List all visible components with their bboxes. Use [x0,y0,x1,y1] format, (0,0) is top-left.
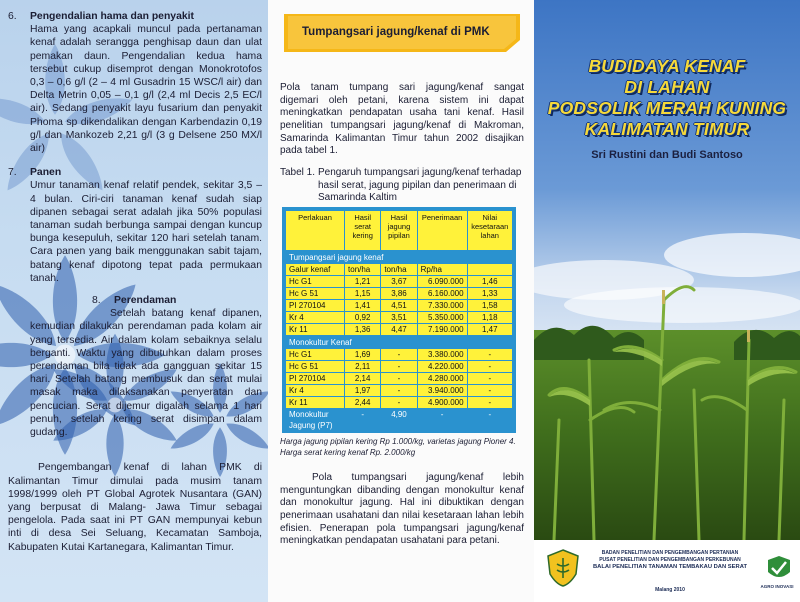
table-header: Nilai kesetaraan lahan [467,211,512,251]
table-row [286,361,513,373]
table-cell: - [381,373,417,385]
table-row [286,276,513,288]
table-cell: 1,15 [345,288,381,300]
table-cell: 7.330.000 [417,300,467,312]
section-body: Setelah batang kenaf dipanen, kemudian dilakukan perendaman pada kolam air yang tersedia. Air dalam kolam sebaiknya selalu berganti. Waktu yang dibutuhkan dalam proses perendaman bila tidak ada gangguan sekitar 15 hari. Setelah batang membusuk dan serat mulai masak maka dilaksanakan penyeratan dan pencucian. Serat dijemur digalah selama 1 hari penuh, setelah kering serat disimpan dalam gudang. [30,308,262,439]
table-header: Perlakuan [286,211,345,251]
table-cell: Kr 4 [286,385,345,397]
table-caption-text: Pengaruh tumpangsari jagung/kenaf terhadap hasil serat, jagung pipilan dan penerimaan di Samarinda Kaltim [318,167,522,204]
section-6 [8,10,262,155]
table-cell: 4.280.000 [417,373,467,385]
table-row [286,385,513,397]
table-cell: 1,46 [467,276,512,288]
table-cell: - [467,385,512,397]
table-cell: 1,33 [467,288,512,300]
institution-block [586,550,754,571]
table-header-row [286,211,513,251]
table-cell: 3,67 [381,276,417,288]
group-label: Monokultur Kenaf [286,336,513,349]
table-cell: 1,69 [345,349,381,361]
table-cell: 1,47 [467,324,512,336]
cover-footer [534,540,800,602]
table-cell: PI 270104 [286,373,345,385]
table-row [286,288,513,300]
table-cell: PI 270104 [286,300,345,312]
agro-inovasi-label: AGRO INOVASI [760,584,794,589]
section-body: Umur tanaman kenaf relatif pendek, sekitar 3,5 – 4 bulan. Ciri-ciri tanaman kenaf sudah siap dipanen sebagai serat adalah jika 50% populasi tanaman sudah berbunga sampai dengan kuncup bunga kesepuluh, sekitar 120 hari setelah tanam. Cara panen yang baik menggunakan sabit tajam, batang kenaf dipotong tepat pada permukaan tanah. [30,180,262,284]
left-panel [0,0,268,602]
table-cell: Galur kenaf [286,264,345,276]
left-panel-text [8,10,262,554]
table-row [286,300,513,312]
table-cell: Kr 4 [286,312,345,324]
table-cell: Hc G1 [286,276,345,288]
table-cell: - [381,385,417,397]
table-note: Harga serat kering kenaf Rp. 2.000/kg [280,447,416,457]
table-cell: Kr 11 [286,324,345,336]
table-cell: 4,51 [381,300,417,312]
table-cell: - [417,409,467,433]
cover-panel [534,0,800,602]
table-cell: 1,41 [345,300,381,312]
table-row [286,324,513,336]
table-cell: - [345,409,381,433]
intro-paragraph: Pola tanam tumpang sari jagung/kenaf sangat digemari oleh petani, karena sistem ini dapat meningkatkan pendapatan usaha tani kenaf. Hasil penelitian tumpangsari jagung/kenaf di Makroman, Samarinda Kalimantan Timur tahun 2002 disajikan pada tabel 1. [280,82,524,157]
table-cell: - [467,409,512,433]
table-cell: 4,90 [381,409,417,433]
table-cell: Rp/ha [417,264,467,276]
section-number: 7. [8,167,17,179]
institution-line: BALAI PENELITIAN TANAMAN TEMBAKAU DAN SERAT [592,564,748,570]
table-units-row [286,264,513,276]
table-cell: 4,47 [381,324,417,336]
title-line: BUDIDAYA KENAF [588,56,746,76]
table-caption [280,167,526,205]
table-cell: - [467,349,512,361]
table-cell: 2,14 [345,373,381,385]
table-group-row [286,336,513,349]
table-row [286,409,513,433]
table-cell: 3,51 [381,312,417,324]
monoculture-rows [286,349,513,409]
table-cell: - [381,361,417,373]
section-7 [8,166,262,285]
closing-paragraph: Pengembangan kenaf di lahan PMK di Kalimantan Timur dimulai pada musim tanam 1998/1999 oleh PT Global Agrotek Nusantara (GAN) yang berpusat di Malang- Jawa Timur sebagai pengelola. Pada saat ini PT GAN mempunyai kebun inti di desa Sei Seluang, Kecamatan Samboja, Kabupaten Kutai Kartanegara, Kalimantan Timur. [8,462,262,553]
table-cell: - [381,349,417,361]
city-year: Malang 2010 [655,587,685,593]
table-cell: Monokultur Jagung (P7) [286,409,345,433]
table-cell: 4.900.000 [417,397,467,409]
table-row [286,373,513,385]
table-row [286,349,513,361]
table-cell: 3.380.000 [417,349,467,361]
table-label: Tabel 1. [280,167,316,178]
section-body: Hama yang acapkali muncul pada pertanaman kenaf adalah serangga penghisap daun dan ulat pemakan daun. Pengendalian kedua hama tersebut cukup disemprot dengan Monokrotofos 0,3 – 0,6 g/l (2 – 4 ml Gusadrin 15 WSC/l air) dan Delta Metrin 0,05 – 0,1 g/l (2,4 ml Decis 2,5 EC/l air). Sedang penyakit layu fusarium dan penyakit Phoma sp dikendalikan dengan Karbendazin 0,19 g/l dan Mankozeb 2,21 g/l (3 g Delsene 250 MX/l air) [30,24,262,155]
results-table [282,207,516,433]
section-8 [8,294,262,307]
table-header: Hasil serat kering [345,211,381,251]
table-cell: Kr 11 [286,397,345,409]
institution-line: PUSAT PENELITIAN DAN PENGEMBANGAN PERKEBUNAN [599,557,741,563]
table-cell [467,264,512,276]
table-cell: - [467,361,512,373]
cover-title [534,56,800,140]
table-cell: 4.220.000 [417,361,467,373]
table-cell: 1,21 [345,276,381,288]
intercrop-rows [286,276,513,336]
table-cell: Hc G1 [286,349,345,361]
table-cell: 1,97 [345,385,381,397]
table-cell: 5.350.000 [417,312,467,324]
table-cell: 6.090.000 [417,276,467,288]
title-line: PODSOLIK MERAH KUNING [547,98,787,118]
table-note: Harga jagung pipilan kering Rp 1.000/kg, varietas jagung Pioner 4. [280,437,516,446]
table-group-row [286,251,513,264]
table-row [286,312,513,324]
table-notes [280,437,524,459]
table-cell: 2,11 [345,361,381,373]
table-cell: 0,92 [345,312,381,324]
title-line: DI LAHAN [624,77,710,97]
section-tab [284,14,520,52]
table-cell: - [467,373,512,385]
institution-line: BADAN PENELITIAN DAN PENGEMBANGAN PERTANIAN [601,550,739,556]
tab-title: Tumpangsari jagung/kenaf di PMK [302,26,490,38]
table-cell: 3.940.000 [417,385,467,397]
table-cell: ton/ha [345,264,381,276]
middle-panel [268,0,534,602]
group-label: Tumpangsari jagung kenaf [286,251,513,264]
table-cell: ton/ha [381,264,417,276]
agro-inovasi-logo-icon [766,554,792,582]
section-number: 8. [92,295,101,307]
table-cell: Hc G 51 [286,288,345,300]
section-title: Pengendalian hama dan penyakit [30,11,194,22]
conclusion-paragraph: Pola tumpangsari jagung/kenaf lebih menguntungkan dibanding dengan monokultur kenaf dan monokultur jagung. Hal ini dibuktikan dengan penerimaan usahatani dan nilai kesetaraan lahan lebih efisien. Penerapan pola tumpangsari jagung/kenaf meningkatkan pendapatan usahatani para petani. [280,472,524,547]
table-cell: 3,86 [381,288,417,300]
section-number: 6. [8,11,17,22]
table-cell: 6.160.000 [417,288,467,300]
table-header: Penerimaan [417,211,467,251]
table-cell: 2,44 [345,397,381,409]
table-row [286,397,513,409]
ministry-logo-icon [546,548,580,588]
section-title: Panen [30,167,62,179]
table-cell: 1,18 [467,312,512,324]
table-cell: 1,36 [345,324,381,336]
table-cell: 7.190.000 [417,324,467,336]
section-title: Perendaman [114,295,177,307]
title-line: KALIMATAN TIMUR [584,119,750,139]
table-cell: 1,58 [467,300,512,312]
table-cell: Hc G 51 [286,361,345,373]
authors: Sri Rustini dan Budi Santoso [591,149,743,161]
table-cell: - [467,397,512,409]
table-cell: - [381,397,417,409]
table-header: Hasil jagung pipilan [381,211,417,251]
